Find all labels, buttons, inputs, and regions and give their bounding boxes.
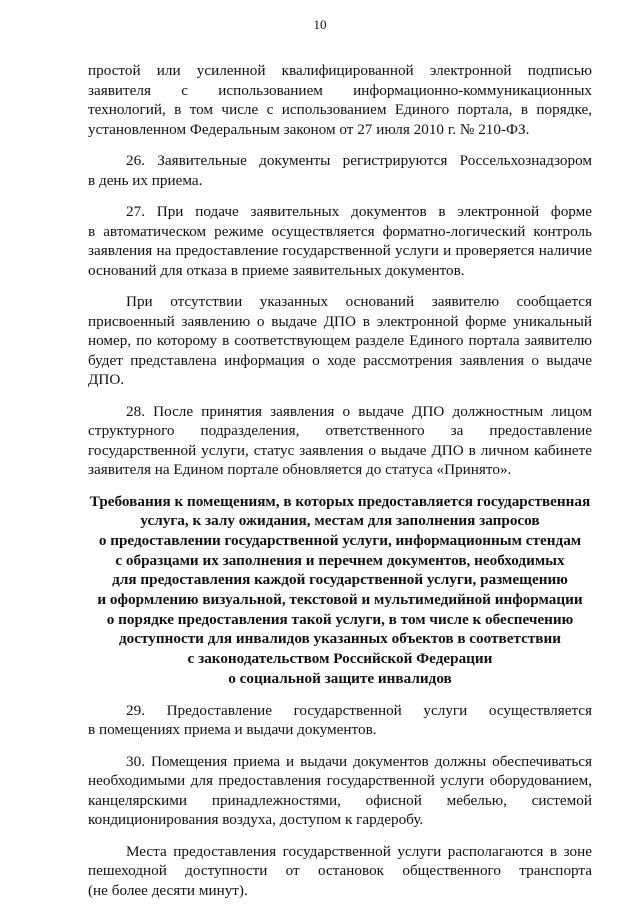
heading-line: услуга, к залу ожидания, местам для заполнения запросов (140, 512, 540, 530)
paragraph-line: 26. Заявительные документы регистрируются Россельхознадзором (126, 152, 592, 169)
document-body (88, 61, 592, 912)
section-heading (88, 492, 592, 689)
paragraph-p30 (88, 752, 592, 830)
paragraph-line: При отсутствии указанных оснований заявителю сообщается (126, 293, 592, 310)
paragraph-line: ДПО. (88, 371, 125, 388)
paragraph-line: в помещениях приема и выдачи документов. (88, 721, 377, 739)
paragraph-line: в автоматическом режиме осуществляется форматно-логический контроль (88, 222, 592, 240)
heading-line: о предоставлении государственной услуги, информационным стендам (98, 531, 582, 549)
paragraph-line: 27. При подаче заявительных документов в электронной форме (126, 203, 592, 220)
paragraph-line: заявителя с использованием информационно-коммуникационных (88, 81, 592, 99)
heading-line: о порядке предоставления такой услуги, в том числе к обеспечению (106, 610, 574, 628)
paragraph-line: 28. После принятия заявления о выдаче ДПО должностным лицом (126, 402, 592, 420)
paragraphs-after-heading (88, 701, 592, 901)
heading-line: и оформлению визуальной, текстовой и мультимедийной информации (97, 591, 583, 609)
heading-line: с образцами их заполнения и перечнем документов, необходимых (115, 551, 565, 569)
paragraph-line: структурного подразделения, ответственного за предоставление (88, 422, 592, 439)
paragraph-line: присвоенный заявлению о выдаче ДПО в электронной форме уникальный (88, 312, 592, 330)
paragraph-p1 (88, 61, 592, 139)
paragraph-line: Места предоставления государственной услуги располагаются в зоне (126, 842, 592, 860)
heading-line: для предоставления каждой государственной услуги, размещению (112, 571, 568, 589)
paragraph-p27 (88, 202, 592, 280)
paragraph-p30b (88, 842, 592, 901)
paragraph-line: будет представлена информация о ходе рассмотрения заявления о выдаче (88, 351, 592, 369)
paragraph-p29 (88, 701, 592, 740)
paragraph-line: 29. Предоставление государственной услуги осуществляется (126, 701, 592, 719)
paragraph-line: канцелярскими принадлежностями, офисной мебелью, системой (88, 791, 592, 809)
heading-line: с законодательством Российской Федерации (187, 650, 493, 668)
heading-line: о социальной защите инвалидов (228, 669, 452, 687)
paragraph-line: оснований для отказа в приеме заявительных документов. (88, 261, 465, 279)
paragraphs-before-heading (88, 61, 592, 480)
heading-line: Требования к помещениям, в которых предоставляется государственная (89, 492, 591, 510)
paragraph-line: государственной услуги, статус заявления о выдаче ДПО в личном кабинете (88, 441, 592, 459)
paragraph-line: (не более десяти минут). (88, 881, 248, 899)
heading-line: доступности для инвалидов указанных объектов в соответствии (119, 630, 561, 648)
paragraph-line: пешеходной доступности от остановок общественного транспорта (88, 862, 592, 880)
paragraph-line: необходимыми для предоставления государственной услуги оборудованием, (88, 772, 592, 790)
paragraph-line: номер, по которому в соответствующем разделе Единого портала заявителю (88, 332, 592, 349)
paragraph-line: 30. Помещения приема и выдачи документов должны обеспечиваться (126, 752, 592, 770)
paragraph-line: кондиционирования воздуха, доступом к гардеробу. (88, 811, 424, 829)
paragraph-line: в день их приема. (88, 171, 203, 189)
paragraph-line: простой или усиленной квалифицированной электронной подписью (88, 62, 592, 79)
paragraph-p28 (88, 402, 592, 480)
paragraph-line: заявителя на Едином портале обновляется до статуса «Принято». (88, 461, 512, 478)
paragraph-line: установленном Федеральным законом от 27 июля 2010 г. № 210-ФЗ. (88, 120, 530, 138)
page-number: 10 (313, 17, 327, 32)
paragraph-p26 (88, 151, 592, 190)
paragraph-p27b (88, 292, 592, 390)
paragraph-line: заявления на предоставление государственной услуги и проверяется наличие (88, 242, 592, 259)
paragraph-line: технологий, в том числе с использованием Единого портала, в порядке, (88, 101, 592, 118)
